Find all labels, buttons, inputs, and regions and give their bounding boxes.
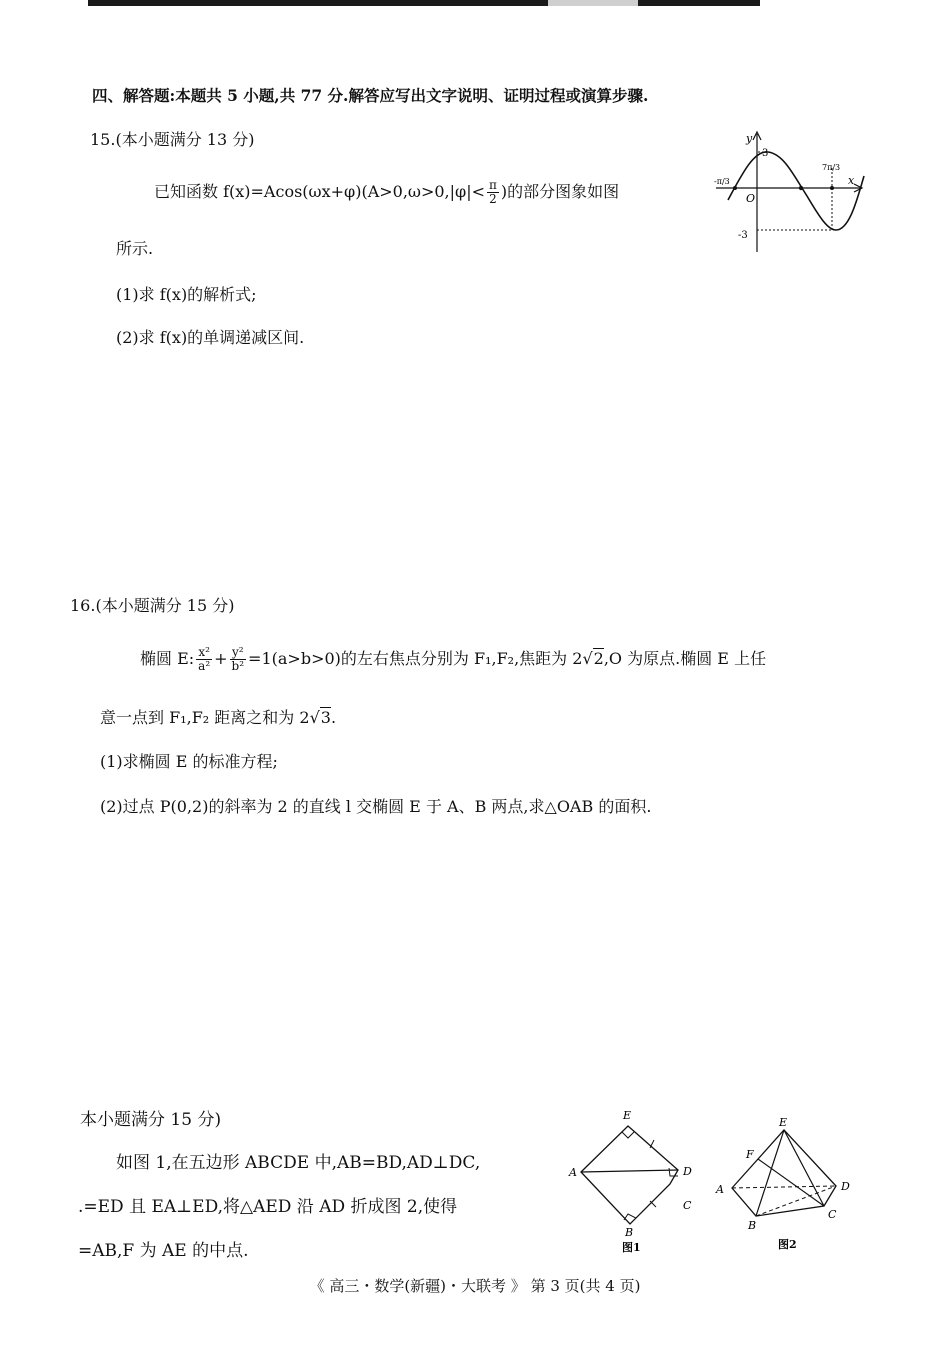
q15-stem-c: 所示. [116, 239, 154, 258]
q15-part1: (1)求 f(x)的解析式; [116, 285, 257, 304]
q16-line2-a: 意一点到 F₁,F₂ 距离之和为 2 [100, 708, 310, 727]
fig2-label-b: B [748, 1219, 757, 1232]
q15-stem [154, 179, 619, 206]
q17-line1: 如图 1,在五边形 ABCDE 中,AB=BD,AD⊥DC, [116, 1153, 481, 1173]
q15-x-left: -π/3 [714, 177, 730, 186]
q16-stem-b: =1(a>b>0)的左右焦点分别为 F₁,F₂,焦距为 2 [248, 649, 583, 668]
fig2-label-e: E [779, 1116, 788, 1129]
fig1-label-b: B [625, 1226, 634, 1239]
q17-figure1 [566, 1104, 702, 1254]
q16-stem-a: 椭圆 E: [140, 649, 195, 668]
q16-frac-y: $\frac{\text{y²}}{\text{b²}}$ [231, 645, 245, 673]
q15-pi-over-2: $\frac{\pi}{2}$ [489, 178, 497, 206]
q17-line3: =AB,F 为 AE 的中点. [78, 1241, 249, 1261]
q16-part2: (2)过点 P(0,2)的斜率为 2 的直线 l 交椭圆 E 于 A、B 两点,求△OAB 的面积. [100, 797, 652, 816]
q15-y-top: 3 [762, 148, 769, 159]
q15-cosine-graph [712, 126, 874, 256]
q15-y-bottom: -3 [738, 230, 748, 241]
q15-y-label: y [746, 132, 753, 145]
q15-x-label: x [848, 174, 855, 187]
fig1-label-d: D [683, 1165, 692, 1178]
q16-part1: (1)求椭圆 E 的标准方程; [100, 752, 278, 771]
section-header: 四、解答题:本题共 5 小题,共 77 分.解答应写出文字说明、证明过程或演算步骤. [92, 86, 649, 105]
q16-frac-x: $\frac{\text{x²}}{\text{a²}}$ [198, 645, 211, 673]
scan-top-edge [88, 0, 760, 6]
q17-heading: 本小题满分 15 分) [80, 1110, 222, 1130]
q15-heading: 15.(本小题满分 13 分) [90, 130, 255, 149]
fig1-label-e: E [623, 1109, 632, 1122]
fig1-caption: 图1 [622, 1241, 641, 1254]
fig1-label-c: C [683, 1199, 692, 1212]
fig2-label-d: D [841, 1180, 850, 1193]
q16-line2: 意一点到 F₁,F₂ 距离之和为 2√3. [100, 708, 337, 727]
q16-line2-b: . [330, 708, 337, 727]
fig1-label-a: A [569, 1166, 577, 1179]
q17-line2: .=ED 且 EA⊥ED,将△AED 沿 AD 折成图 2,使得 [78, 1197, 458, 1217]
q16-stem: 椭圆 E: $\frac{\text{x²}}{\text{a²}}$ + $\frac{\text{y²}}{\text{b²}}$ =1(a>b>0)的左右焦点分别为 F₁,F₂,焦距为 2√2,O 为原点.椭圆 E 上任 [140, 645, 767, 673]
fig2-label-a: A [716, 1183, 724, 1196]
fig2-label-f: F [746, 1148, 754, 1161]
page-footer: 《 高三・数学(新疆)・大联考 》 第 3 页(共 4 页) [309, 1277, 641, 1295]
q16-sqrt3: 3 [320, 708, 331, 727]
fig2-caption: 图2 [778, 1238, 797, 1251]
q16-sqrt2: 2 [593, 649, 604, 668]
q16-stem-c: ,O 为原点.椭圆 E 上任 [603, 649, 767, 668]
q15-stem-b: )的部分图象如图 [500, 182, 620, 201]
q15-origin: O [746, 192, 756, 205]
q15-x-right: 7π/3 [822, 163, 841, 172]
q15-part2: (2)求 f(x)的单调递减区间. [116, 328, 305, 347]
q15-stem-a: 已知函数 f(x)=Acos(ωx+φ)(A>0,ω>0,|φ|< [154, 182, 486, 201]
q16-heading: 16.(本小题满分 15 分) [70, 596, 235, 615]
q16-plus: + [214, 649, 228, 668]
q17-figure2 [712, 1112, 858, 1254]
fig2-label-c: C [828, 1208, 837, 1221]
